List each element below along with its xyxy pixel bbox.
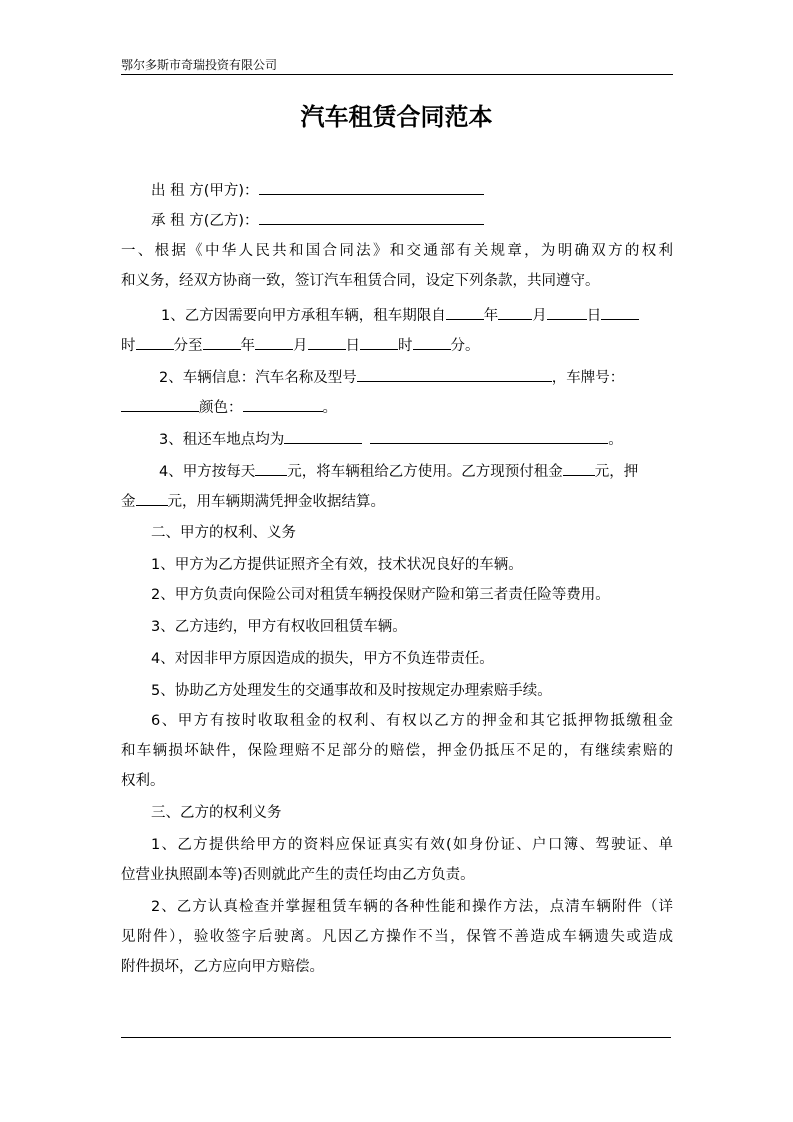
- hour-label: 时: [121, 338, 136, 354]
- start-hour-blank[interactable]: [601, 304, 639, 320]
- section3-item-2-line-1: 2、乙方认真检查并掌握租赁车辆的各种性能和操作方法，点清车辆附件（详: [151, 899, 673, 915]
- section2-item-1: 1、甲方为乙方提供证照齐全有效，技术状况良好的车辆。: [151, 557, 523, 573]
- color-label: 颜色：: [199, 400, 243, 416]
- lessor-line: [121, 179, 703, 202]
- clause4-deposit-char: 金: [121, 494, 136, 510]
- footer-rule: [121, 1037, 671, 1038]
- plate-number-blank[interactable]: [121, 396, 199, 412]
- clause3-end: 。: [608, 432, 623, 448]
- end-minute-label: 分。: [450, 338, 480, 354]
- minute-to-label: 分至: [173, 338, 203, 354]
- clause1-line-1: [121, 304, 713, 327]
- clause4-line-2: [121, 490, 673, 513]
- plate-label: ，车牌号：: [551, 370, 625, 386]
- clause4-deposit-text: 元，押: [594, 464, 639, 480]
- start-month-blank[interactable]: [498, 304, 532, 320]
- lessee-label: 承 租 方(乙方)：: [151, 213, 259, 229]
- section2-item-6-line-1: 6、甲方有按时收取租金的权利、有权以乙方的押金和其它抵押物抵缴租金: [151, 713, 673, 729]
- start-minute-blank[interactable]: [136, 334, 174, 350]
- deposit-blank[interactable]: [136, 490, 168, 506]
- section2-item-5: 5、协助乙方处理发生的交通事故和及时按规定办理索赔手续。: [151, 683, 552, 699]
- clause4-text: 4、甲方按每天: [159, 464, 256, 480]
- section2-heading: 二、甲方的权利、义务: [151, 525, 296, 541]
- end-minute-blank[interactable]: [413, 334, 451, 350]
- clause1-text: 1、乙方因需要向甲方承租车辆，租车期限自: [161, 308, 446, 324]
- year-label: 年: [483, 308, 499, 324]
- section3-item-1-line-1: 1、乙方提供给甲方的资料应保证真实有效(如身份证、户口簿、驾驶证、单: [151, 837, 673, 853]
- clause3-line: [121, 428, 711, 451]
- section2-item-3: 3、乙方违约，甲方有权收回租赁车辆。: [151, 619, 407, 635]
- lessor-label: 出 租 方(甲方)：: [151, 183, 259, 199]
- section3-heading: 三、乙方的权利义务: [151, 805, 282, 821]
- intro-line-1: 一、根据《中华人民共和国合同法》和交通部有关规章，为明确双方的权利: [121, 243, 673, 259]
- color-blank[interactable]: [243, 396, 323, 412]
- end-year-blank[interactable]: [203, 334, 241, 350]
- clause2-line-2: [121, 396, 673, 419]
- header-company-name: 鄂尔多斯市奇瑞投资有限公司: [121, 58, 278, 72]
- end-year-label: 年: [240, 338, 255, 354]
- section3-item-1-line-2: 位营业执照副本等)否则就此产生的责任均由乙方负责。: [121, 867, 475, 883]
- month-label: 月: [532, 308, 547, 324]
- lessee-blank[interactable]: [259, 209, 484, 225]
- prepaid-rent-blank[interactable]: [563, 460, 595, 476]
- lessor-blank[interactable]: [259, 179, 484, 195]
- end-day-label: 日: [345, 338, 360, 354]
- end-day-blank[interactable]: [308, 334, 346, 350]
- clause4-line-1: [121, 460, 711, 483]
- intro-line-2: 和义务，经双方协商一致，签订汽车租赁合同，设定下列条款，共同遵守。: [121, 273, 600, 289]
- clause2-text: 2、车辆信息：汽车名称及型号: [159, 370, 357, 386]
- section2-item-2: 2、甲方负责向保险公司对租赁车辆投保财产险和第三者责任险等费用。: [151, 587, 610, 603]
- section3-item-2-line-2: 见附件），验收签字后驶离。凡因乙方操作不当，保管不善造成车辆遗失或造成: [121, 929, 673, 945]
- clause4-settle-text: 元，用车辆期满凭押金收据结算。: [167, 494, 385, 510]
- end-month-label: 月: [293, 338, 308, 354]
- start-year-blank[interactable]: [446, 304, 484, 320]
- end-month-blank[interactable]: [255, 334, 293, 350]
- clause2-end: 。: [322, 400, 337, 416]
- section2-item-6-line-3: 权利。: [121, 773, 165, 789]
- location-blank-2[interactable]: [370, 428, 608, 444]
- end-hour-blank[interactable]: [360, 334, 398, 350]
- clause1-line-2: [121, 334, 673, 357]
- document-title: 汽车租赁合同范本: [300, 102, 493, 131]
- header-rule: [121, 74, 673, 75]
- section3-item-2-line-3: 附件损坏，乙方应向甲方赔偿。: [121, 959, 324, 975]
- section2-item-4: 4、对因非甲方原因造成的损失，甲方不负连带责任。: [151, 651, 494, 667]
- clause3-text: 3、租还车地点均为: [159, 432, 285, 448]
- section2-item-6-line-2: 和车辆损坏缺件，保险理赔不足部分的赔偿，押金仍抵压不足的，有继续索赔的: [121, 743, 673, 759]
- vehicle-model-blank[interactable]: [357, 366, 552, 382]
- clause4-prepay-text: 元，将车辆租给乙方使用。乙方现预付租金: [287, 464, 563, 480]
- daily-rent-blank[interactable]: [255, 460, 287, 476]
- end-hour-label: 时: [398, 338, 413, 354]
- lessee-line: [121, 209, 703, 232]
- location-blank-1[interactable]: [284, 428, 362, 444]
- day-label: 日: [586, 308, 602, 324]
- start-day-blank[interactable]: [547, 304, 587, 320]
- clause2-line-1: [121, 366, 711, 389]
